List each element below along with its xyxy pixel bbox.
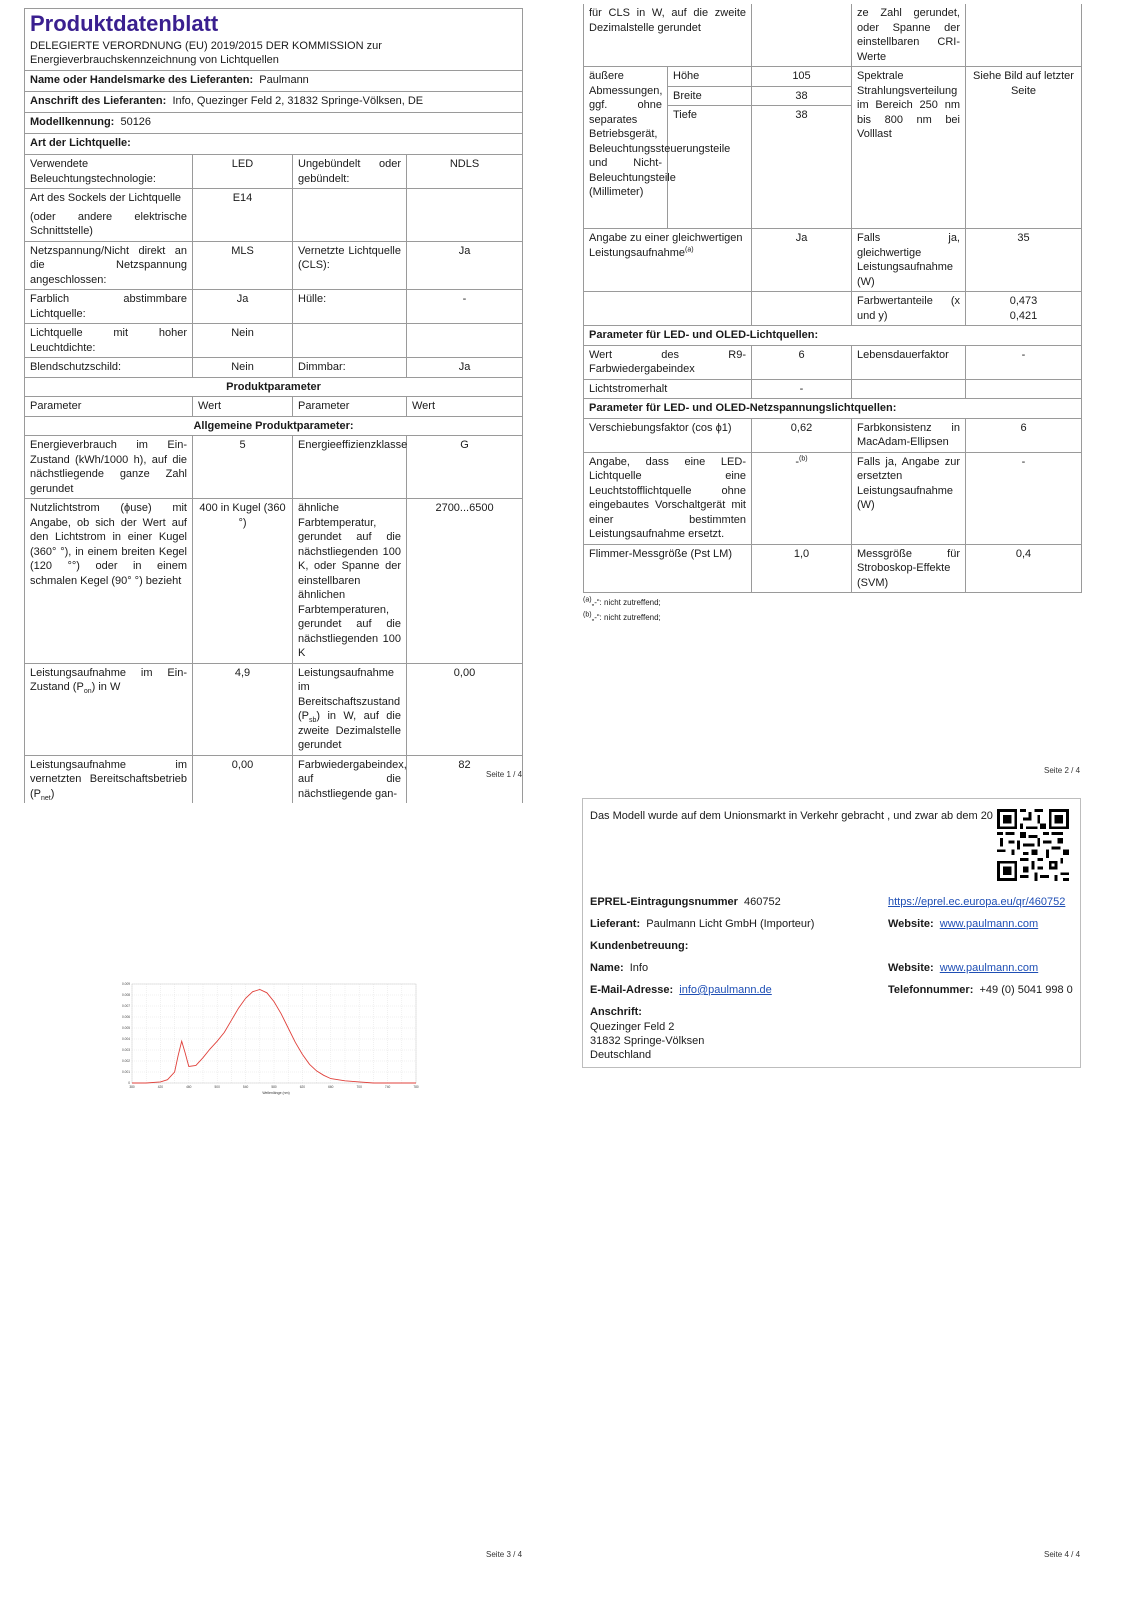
technology-label: Verwendete Beleuchtungstechnologie: xyxy=(25,155,193,189)
equivalent-watt-value: 35 xyxy=(966,229,1082,292)
chart-x-tick-label: 700 xyxy=(356,1085,362,1089)
website-row: Website: www.paulmann.com xyxy=(888,918,1039,930)
equivalent-power-value: Ja xyxy=(752,229,852,292)
customer-service-label: Kundenbetreuung: xyxy=(590,940,689,952)
website-link-2[interactable]: www.paulmann.com xyxy=(939,962,1039,974)
chart-x-tick-label: 620 xyxy=(299,1085,306,1089)
website-row-2: Website: www.paulmann.com xyxy=(888,962,1039,974)
column-header-parameter-2: Parameter xyxy=(293,397,407,417)
power-on-value: 4,9 xyxy=(193,663,293,755)
product-parameters-heading: Produktparameter xyxy=(25,377,523,397)
color-temperature-value: 2700...6500 xyxy=(407,499,523,664)
cls-label: Vernetzte Lichtquelle (CLS): xyxy=(293,241,407,290)
chart-y-tick-label: 0.003 xyxy=(122,1048,130,1052)
model-value: 50126 xyxy=(120,116,152,128)
socket-value: E14 xyxy=(193,189,293,208)
cri-value: 82 xyxy=(407,755,523,803)
chart-x-tick-label: 380 xyxy=(129,1085,135,1089)
r9-value: 6 xyxy=(752,345,852,379)
address-value: Info, Quezinger Feld 2, 31832 Springe-Völksen, DE xyxy=(172,95,424,107)
glare-shield-value: Nein xyxy=(193,358,293,378)
supplier-label: Name oder Handelsmarke des Lieferanten: xyxy=(30,74,254,86)
address-line-3: Deutschland xyxy=(590,1049,652,1061)
qr-code-icon[interactable] xyxy=(997,809,1069,881)
supplier-row: Lieferant: Paulmann Licht GmbH (Importeur) xyxy=(590,918,815,930)
energy-class-value: G xyxy=(407,436,523,499)
lumen-maintenance-value: - xyxy=(752,379,852,399)
chart-y-tick-label: 0.005 xyxy=(122,1026,130,1030)
chart-x-tick-label: 540 xyxy=(242,1085,249,1089)
bundled-value: NDLS xyxy=(407,155,523,189)
chart-x-tick-label: 740 xyxy=(384,1085,391,1089)
replaced-power-label: Falls ja, Angabe zur ersetzten Leistungsaufnahme (W) xyxy=(852,452,966,544)
column-header-value: Wert xyxy=(193,397,293,417)
chart-x-axis-label: Wellenlänge (nm) xyxy=(262,1091,290,1095)
power-network-value: 0,00 xyxy=(193,755,293,803)
tunable-value: Ja xyxy=(193,290,293,324)
height-value: 105 xyxy=(752,67,852,87)
page-number-2: Seite 2 / 4 xyxy=(1044,766,1081,775)
page-2 xyxy=(583,4,1081,623)
high-luminance-label: Lichtquelle mit hoher Leuchtdichte: xyxy=(25,324,193,358)
chart-x-tick-label: 780 xyxy=(413,1085,419,1089)
equivalent-watt-label: Falls ja, gleichwertige Leistungsaufnahme (W) xyxy=(852,229,966,292)
datasheet-table-page-2 xyxy=(583,4,1082,593)
column-header-value-2: Wert xyxy=(407,397,523,417)
technology-value: LED xyxy=(193,155,293,189)
chart-y-tick-label: 0.007 xyxy=(122,1004,130,1008)
power-factor-label: Verschiebungsfaktor (cos ϕ1) xyxy=(584,418,752,452)
chart-y-tick-label: 0.001 xyxy=(122,1070,130,1074)
phone-row: Telefonnummer: +49 (0) 5041 998 0 xyxy=(888,984,1073,996)
page-number-4: Seite 4 / 4 xyxy=(1044,1550,1081,1559)
chart-y-tick-label: 0 xyxy=(128,1081,130,1085)
depth-value: 38 xyxy=(752,106,852,229)
general-parameters-heading: Allgemeine Produktparameter: xyxy=(25,416,523,436)
depth-label: Tiefe xyxy=(668,106,752,229)
chromaticity-value: 0,473 0,421 xyxy=(966,292,1082,326)
chart-x-tick-label: 500 xyxy=(214,1085,220,1089)
color-consistency-value: 6 xyxy=(966,418,1082,452)
envelope-label: Hülle: xyxy=(293,290,407,324)
stroboscopic-label: Messgröße für Stroboskop-Effekte (SVM) xyxy=(852,544,966,593)
stroboscopic-value: 0,4 xyxy=(966,544,1082,593)
chart-y-tick-label: 0.009 xyxy=(122,982,130,986)
mains-label: Netzspannung/Nicht direkt an die Netzspannung angeschlossen: xyxy=(25,241,193,290)
datasheet-table-page-1 xyxy=(24,8,523,803)
lumen-maintenance-label: Lichtstromerhalt xyxy=(584,379,752,399)
spectral-distribution-value: Siehe Bild auf letzter Seite xyxy=(966,67,1082,229)
footnote-b: $^{(b)}$„-“: nicht zutreffend; xyxy=(583,611,661,622)
chart-y-tick-label: 0.006 xyxy=(122,1015,130,1019)
width-value: 38 xyxy=(752,86,852,106)
page-number-1: Seite 1 / 4 xyxy=(486,770,523,779)
eprel-row: EPREL-Eintragungsnummer 460752 xyxy=(590,896,781,908)
email-row: E-Mail-Adresse: info@paulmann.de xyxy=(590,984,772,996)
dimmable-value: Ja xyxy=(407,358,523,378)
chart-y-tick-label: 0.008 xyxy=(122,993,130,997)
supplier-value: Paulmann xyxy=(259,74,309,86)
energy-consumption-value: 5 xyxy=(193,436,293,499)
height-label: Höhe xyxy=(668,67,752,87)
flicker-value: 1,0 xyxy=(752,544,852,593)
eprel-link[interactable]: https://eprel.ec.europa.eu/qr/460752 xyxy=(888,896,1066,908)
dimensions-label: äußere Abmessungen, ggf. ohne separates Betriebsgerät, Beleuchtungssteuerungsteile und Nicht-Beleuchtungsteile (Millimeter) xyxy=(584,67,668,229)
power-network-label: Leistungsaufnahme im vernetzten Bereitschaftsbetrieb $(P_{net})$ xyxy=(25,755,193,803)
color-consistency-label: Farbkonsistenz in MacAdam-Ellipsen xyxy=(852,418,966,452)
lifetime-factor-label: Lebensdauerfaktor xyxy=(852,345,966,379)
spectral-distribution-label: Spektrale Strahlungsverteilung im Bereich 250 nm bis 800 nm bei Volllast xyxy=(852,67,966,229)
power-standby-label: Leistungsaufnahme im Bereitschaftszustand $(P_{sb})$ in W, auf die zweite Dezimalstelle gerundet xyxy=(293,663,407,755)
address-line-2: 31832 Springe-Völksen xyxy=(590,1035,705,1047)
power-on-label: Leistungsaufnahme im Ein-Zustand $(P_{on})$ in W xyxy=(25,663,193,755)
address-label: Anschrift des Lieferanten: xyxy=(30,95,167,107)
high-luminance-value: Nein xyxy=(193,324,293,358)
socket-label: Art des Sockels der Lichtquelle xyxy=(25,189,193,208)
chart-x-tick-label: 580 xyxy=(271,1085,277,1089)
energy-consumption-label: Energieverbrauch im Ein-Zustand (kWh/1000 h), auf die nächstliegende ganze Zahl gerundet xyxy=(25,436,193,499)
fluorescent-replacement-label: Angabe, dass eine LED-Lichtquelle eine Leuchtstofflichtquelle ohne eingebautes Vorschaltgerät mit einer bestimmten Leistungsaufnahme ersetzt. xyxy=(584,452,752,544)
website-link[interactable]: www.paulmann.com xyxy=(939,918,1039,930)
power-factor-value: 0,62 xyxy=(752,418,852,452)
page-title: Produktdatenblatt xyxy=(30,11,219,36)
chart-x-tick-label: 420 xyxy=(157,1085,164,1089)
regulation-subtitle: DELEGIERTE VERORDNUNG (EU) 2019/2015 DER KOMMISSION zur Energieverbrauchskennzeichnung von Lichtquellen xyxy=(30,40,382,66)
replaced-power-value: - xyxy=(966,452,1082,544)
energy-class-label: Energieeffizienzklasse xyxy=(293,436,407,499)
socket-label-2: (oder andere elektrische Schnittstelle) xyxy=(25,208,193,242)
flicker-label: Flimmer-Messgröße (Pst LM) xyxy=(584,544,752,593)
spectral-distribution-chart xyxy=(116,980,428,1098)
glare-shield-label: Blendschutzschild: xyxy=(25,358,193,378)
mains-led-parameters-heading: Parameter für LED- und OLED-Netzspannungslichtquellen: xyxy=(584,399,1082,419)
page-4-contact-box xyxy=(582,798,1081,1068)
lifetime-factor-value: - xyxy=(966,345,1082,379)
mains-value: MLS xyxy=(193,241,293,290)
chart-y-tick-label: 0.002 xyxy=(122,1059,130,1063)
dimmable-label: Dimmbar: xyxy=(293,358,407,378)
equivalent-power-label: Angabe zu einer gleichwertigen Leistungsaufnahme$^{(a)}$ xyxy=(584,229,752,292)
cls-power-label-cont: für CLS in W, auf die zweite Dezimalstelle gerundet xyxy=(584,4,752,67)
r9-label: Wert des R9-Farbwiedergabeindex xyxy=(584,345,752,379)
fluorescent-replacement-value: -$^{(b)}$ xyxy=(752,452,852,544)
width-label: Breite xyxy=(668,86,752,106)
market-intro-text: Das Modell wurde auf dem Unionsmarkt in Verkehr gebracht , und zwar ab dem 20 xyxy=(590,810,993,822)
column-header-parameter: Parameter xyxy=(25,397,193,417)
envelope-value: - xyxy=(407,290,523,324)
address-line-1: Quezinger Feld 2 xyxy=(590,1021,675,1033)
cls-value: Ja xyxy=(407,241,523,290)
power-standby-value: 0,00 xyxy=(407,663,523,755)
page-1 xyxy=(24,8,522,803)
bundled-label: Ungebündelt oder gebündelt: xyxy=(293,155,407,189)
contact-name-row: Name: Info xyxy=(590,962,649,974)
footnote-a: $^{(a)}$„-“: nicht zutreffend; xyxy=(583,596,661,607)
color-temperature-label: ähnliche Farbtemperatur, gerundet auf die nächstliegenden 100 K, oder Spanne der einstellbaren ähnlichen Farbtemperaturen, gerundet auf die nächstliegenden 100 K xyxy=(293,499,407,664)
luminous-flux-value: 400 in Kugel (360 °) xyxy=(193,499,293,664)
luminous-flux-label: Nutzlichtstrom (ϕuse) mit Angabe, ob sich der Wert auf den Lichtstrom in einer Kugel (360° °), in einem breiten Kegel (120 °°) oder in einem schmalen Kegel (90° °) bezieht xyxy=(25,499,193,664)
cri-label-cont: ze Zahl gerundet, oder Spanne der einstellbaren CRI-Werte xyxy=(852,4,966,67)
chart-x-tick-label: 660 xyxy=(328,1085,334,1089)
chromaticity-label: Farbwertanteile (x und y) xyxy=(852,292,966,326)
address-heading: Anschrift: xyxy=(590,1006,642,1018)
page-number-3: Seite 3 / 4 xyxy=(486,1550,523,1559)
led-parameters-heading: Parameter für LED- und OLED-Lichtquellen: xyxy=(584,326,1082,346)
light-source-type-label: Art der Lichtquelle: xyxy=(25,134,523,155)
tunable-label: Farblich abstimmbare Lichtquelle: xyxy=(25,290,193,324)
chart-y-tick-label: 0.004 xyxy=(122,1037,130,1041)
chart-x-tick-label: 460 xyxy=(186,1085,192,1089)
email-link[interactable]: info@paulmann.de xyxy=(679,984,772,996)
model-label: Modellkennung: xyxy=(30,116,115,128)
cri-label: Farbwiedergabeindex, auf die nächstliegende gan- xyxy=(293,755,407,803)
